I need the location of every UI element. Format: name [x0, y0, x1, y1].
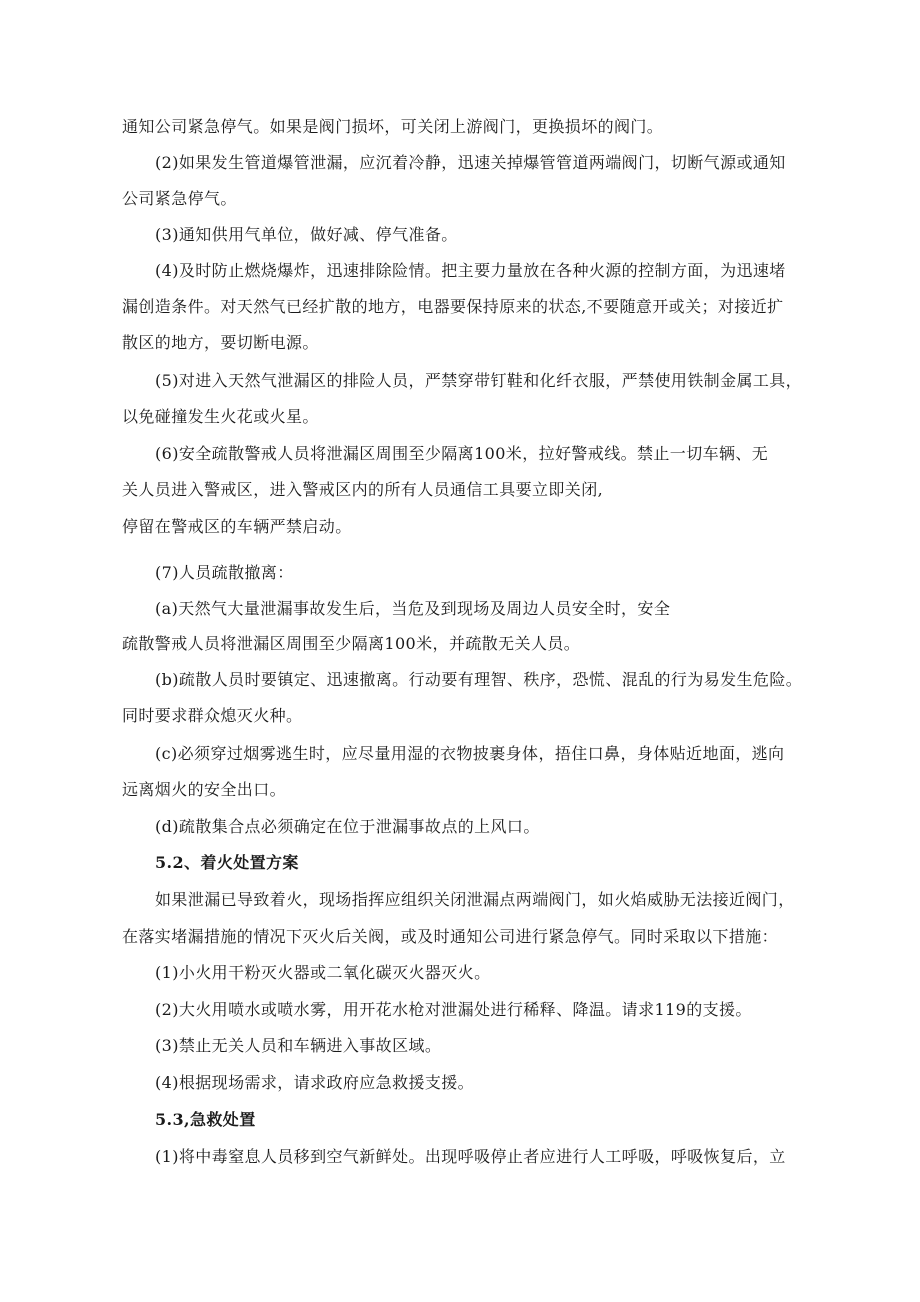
paragraph-line: 如果泄漏已导致着火，现场指挥应组织关闭泄漏点两端阀门，如火焰威胁无法接近阀门， [155, 890, 795, 909]
paragraph-line: 同时要求群众熄灭火种。 [122, 706, 303, 725]
paragraph-line: (2)如果发生管道爆管泄漏，应沉着冷静，迅速关掉爆管管道两端阀门，切断气源或通知 [155, 153, 786, 172]
paragraph-line: (3)通知供用气单位，做好减、停气准备。 [155, 225, 458, 244]
paragraph-line: (b)疏散人员时要镇定、迅速撤离。行动要有理智、秩序，恐慌、混乱的行为易发生危险。 [155, 670, 803, 689]
paragraph-line: 关人员进入警戒区，进入警戒区内的所有人员通信工具要立即关闭, [122, 480, 604, 499]
paragraph-line: 远离烟火的安全出口。 [122, 780, 287, 799]
paragraph-line: 以免碰撞发生火花或火星。 [122, 407, 319, 426]
paragraph-line: (2)大火用喷水或喷水雾，用开花水枪对泄漏处进行稀释、降温。请求119的支援。 [155, 1000, 752, 1019]
paragraph-line: (d)疏散集合点必须确定在位于泄漏事故点的上风口。 [155, 817, 540, 836]
paragraph-line: (4)根据现场需求，请求政府应急救援支援。 [155, 1073, 475, 1092]
section-heading-5-3: 5.3,急救处置 [155, 1110, 256, 1129]
paragraph-line: 散区的地方，要切断电源。 [122, 333, 319, 352]
paragraph-line: (7)人员疏散撤离： [155, 563, 294, 582]
paragraph-line: (6)安全疏散警戒人员将泄漏区周围至少隔离100米，拉好警戒线。禁止一切车辆、无 [155, 444, 769, 463]
paragraph-line: 在落实堵漏措施的情况下灭火后关阀，或及时通知公司进行紧急停气。同时采取以下措施： [122, 927, 779, 946]
paragraph-line: 疏散警戒人员将泄漏区周围至少隔离100米，并疏散无关人员。 [122, 634, 581, 653]
paragraph-line: 漏创造条件。对天然气已经扩散的地方，电器要保持原来的状态,不要随意开或关；对接近扩 [122, 297, 784, 316]
paragraph-line: (a)天然气大量泄漏事故发生后，当危及到现场及周边人员安全时，安全 [155, 599, 671, 618]
paragraph-line: 公司紧急停气。 [122, 189, 237, 208]
paragraph-line: (1)小火用干粉灭火器或二氧化碳灭火器灭火。 [155, 963, 491, 982]
paragraph-line: (5)对进入天然气泄漏区的排险人员，严禁穿带钉鞋和化纤衣服，严禁使用铁制金属工具， [155, 371, 803, 390]
paragraph-line: (4)及时防止燃烧爆炸，迅速排除险情。把主要力量放在各种火源的控制方面，为迅速堵 [155, 261, 786, 280]
paragraph-line: (c)必须穿过烟雾逃生时，应尽量用湿的衣物披裹身体，捂住口鼻，身体贴近地面，逃向 [155, 744, 785, 763]
section-heading-5-2: 5.2、着火处置方案 [155, 853, 299, 872]
paragraph-line: 通知公司紧急停气。如果是阀门损坏，可关闭上游阀门，更换损坏的阀门。 [122, 117, 664, 136]
paragraph-line: (1)将中毒窒息人员移到空气新鲜处。出现呼吸停止者应进行人工呼吸，呼吸恢复后，立 [155, 1147, 786, 1166]
paragraph-line: (3)禁止无关人员和车辆进入事故区域。 [155, 1036, 442, 1055]
paragraph-line: 停留在警戒区的车辆严禁启动。 [122, 517, 352, 536]
